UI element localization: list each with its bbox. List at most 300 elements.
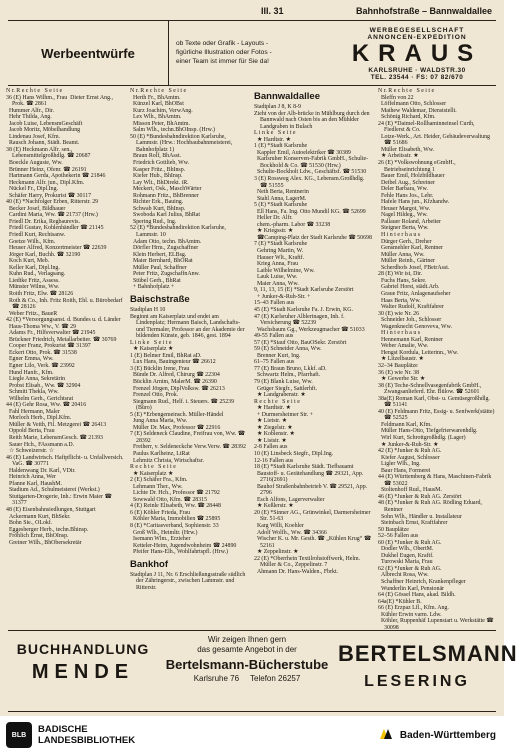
entry-line: Wilhelm Gerh., Gerichtsrat [6,395,74,402]
entry-line: 4 (E) Reinle Elisabeth, Ww. ☎ 28448 [130,503,221,510]
entry-line: Feldmann Karl, Kfm. [378,421,432,428]
entry-line: Münster Wilms, Ww. [6,284,60,291]
entry-line: Nagel Hildeg., Ww. [378,212,428,219]
ad-phone: TEL. 23544 · FS: 07 82/670 [370,74,464,81]
entry-line: Nückel Fr., Dipl.Ing. [6,186,59,193]
entry-line: N r. R e c h t e S e i t e [378,88,435,94]
entry-line: Kurz Joachim, VerwAng. [130,107,193,114]
entry-line: L i n k e S e i t e [254,130,296,137]
state-label [379,728,496,741]
entry-line: Deibel Aug., Schreiner [378,179,435,186]
entry-line: Ligler Wlh., Ing. [378,461,421,468]
entry-line: Lay Wlt., BhDirekt. iR. [130,179,189,186]
entry-line: Weber Amalie, Ww. [378,343,429,350]
entry-line: Ackermann Kurt, BhSekr. [6,513,71,520]
entry-line: Friedl Gustav, Kohlenhändler ☎ 21145 [6,225,104,232]
entry-line: 1 (E) *Stadt Karlsruhe [254,143,308,150]
ad-kraus-block [338,27,496,81]
entry-line: Stuttgarten-Drogerie, Inh.: Erwin Maier ☎ 31377 [6,493,114,507]
entry-line: Müller Dr. Max, Professor ☎ 22916 [130,424,221,431]
entry-line: 28 (E) Wir ist, Dir. [378,271,423,278]
entry-line: 64 (E) Gössel Hans, akad. Bildh. [378,592,456,599]
directory-columns [6,88,498,631]
entry-line: ★ Zeppelinstr. ★ [254,549,299,556]
entry-line: Lehmann Ther., Ww. [130,483,183,490]
entry-line: Dürger Gerh., Dreher [378,238,432,245]
ad-mid-phone: Telefon 26257 [250,674,301,683]
ad-line1: WERBEGESELLSCHAFT [369,27,465,34]
bottom-advertisement [8,630,518,712]
entry-line: Mathew Waldemar, Dienststellt. [378,107,457,114]
entry-line: Bünde Dr. Alfred, Chirurg ☎ 22304 [130,372,220,379]
entry-line: Freiherr, v. Seldeneckche Verw.Verw. ☎ 28392 [130,444,246,451]
entry-line: Wirl Kurt, Schrottgroßhdlg. (Lager) [378,434,466,441]
street-heading: Bannwaldallee [254,91,320,102]
entry-line: Kiefer Hub., BhInsp. [130,173,183,180]
entry-line: Eggesberger Herb., techn.Bhinsp. [6,526,89,533]
entry-line: 46 (E) *Junker & Ruh AG. Zerstört [378,493,462,500]
entry-line: Friedl Kurt, Rechtsanw. [6,232,66,239]
entry-line: Jacob Luise, LebensmGeschäft [6,120,83,127]
entry-line: Cardini Maria, Ww. ☎ 21737 (Hrw.) [6,212,98,219]
ad-lesering [338,641,518,691]
street-heading: Bankhof [130,558,168,570]
entry-line: Meckert, Osk., MaschWärter [130,186,202,193]
entry-line: Schwab Kurt, BhInsp. [130,205,186,212]
ad-mid-line2: das gesamte Angebot in der [197,645,297,654]
entry-line: ★ Arbeitsstr. ★ [378,153,419,160]
entry-line: Hauser Wlt., Kraftf. [254,254,305,261]
entry-line: Hartmann Gerda, Apothekerin ☎ 21846 [6,173,106,180]
entry-line: Klein Herbert, ELBsg. [130,251,187,258]
entry-line: 24 (E) *Daimel-Rollhaminneinsel Curth, Fiedlerst & Co. [378,120,477,134]
entry-line: Cooper Franz, Prokurist ☎ 31397 [6,343,91,350]
entry-line: Oppold Berta, Frau [6,428,55,435]
entry-line: Eckert Otto, Prok. ☎ 31538 [6,349,77,356]
entry-line: Deler Barbara, Ww. [378,186,428,193]
entry-line: ★ Landgrabenstr. ★ [254,392,306,399]
entry-line: Pfeifer Hans-Elh., Wohlfahrtspfl. (Hrw.) [130,549,229,556]
entry-line: Graue Fritz, Anlagenaufseher [378,290,451,297]
entry-line: Grüger Siegfr., Sattlerhft. [254,385,317,392]
ad-mid-contact [162,674,332,683]
entry-line: Hengst Kordula, Leiterinn., Ww. [378,349,459,356]
entry-line: Spering Rud., Ing. [130,218,177,225]
entry-line: Brückner Friedrich, Metallarbeiter. ☎ 30769 [6,336,117,343]
entry-line: Misson Peter, BhAmtm. [130,120,190,127]
entry-line: Lex Wlh., BhAmtm. [130,114,182,121]
entry-line: Sohn Wlh., Händler u. Installateur [378,513,462,520]
entry-line: 38 (E) Heckmann Alfr. sen., Lebensmittelgroßhdlg. ☎ 20687 [6,146,91,160]
page-number: III. 31 [261,6,284,16]
entry-line: 52 (E) *Bundesbahndirektion Karlsruhe, Lammstr. 10 [130,225,228,239]
entry-line: + Durmersheimer Str. + [254,411,314,418]
entry-line: Lehmitz Christa, Wirtschaftsr. [130,457,204,464]
entry-line: Ahmann Dr. Hans-Walden., Fbrkt. [254,568,339,575]
entry-line: Adams Fr., Hilfsverwalter ☎ 21945 [6,330,96,337]
entry-line: Laible Wilhelmine, Ww. [254,267,315,274]
entry-line: 5 (E) *Stadt Karlsruhe [254,202,308,209]
entry-line: Stoltenhoff Rud., HausM. [378,487,442,494]
entry-line: Heller Dr. Alfr. [254,215,293,222]
ad-buecherstube [162,635,332,683]
page-header [8,6,496,18]
entry-line: Heuser Margot, Ww. [378,205,431,212]
entry-line: Köhler, Ruppenhäf Lupenstart u. Werkstätte ☎ 30098 [378,618,496,631]
entry-line: Maier Bernhard, BhORat [130,258,193,265]
entry-line: Dodler Wlh., ObertM. [378,546,434,553]
ad-right-line1: BERTELSMANN [338,641,518,666]
ad-right-line2: LESERING [364,673,470,690]
top-advertisement [8,20,496,86]
column-3 [254,88,372,628]
entry-line: Bleffn von 22 [378,94,414,101]
entry-line: 59 (E) Schneider Anna, Ww. [254,346,322,353]
entry-line: ★ Kaiserplatz ★ [130,346,174,353]
entry-line: Esch Alfons, Lagerverwalter [254,496,325,503]
entry-line: ☎Camping-Platz der Stadt Karlsruhe ☎ 50698 [254,234,372,241]
entry-line: Wachsbaum Gg., Werkzeugmacher ☎ 51033 [254,326,365,333]
entry-line: Steigner Berta, Ww. [378,225,429,232]
entry-line: 15–43 Fallen aus [254,300,295,307]
entry-line: Swoboda Karl Julius, BhRat [130,212,201,219]
ad-middle-text [176,39,326,66]
entry-line: Becker Josef, Bildhauer [6,205,66,212]
entry-line: Heinrich Anna, Wer [6,474,56,481]
entry-line: Lotze-Werk., Art. Heider, Gebäudeverwaltung ☎ 51686 [378,133,492,147]
state-name: Baden-Württemberg [399,730,496,741]
entry-line: Adolf Wolfh., Ww. ☎ 34366 [254,529,327,536]
entry-line: Liegle Anna, Sekretärin [6,376,66,383]
entry-line: Friedl Dr. Erika, Regbaurevis. [6,218,80,225]
ad-address: KARLSRUHE · WALDSTR.30 [368,67,466,74]
entry-line: ★ Junker-&-Ruh-Str. ★ [378,441,439,448]
entry-line: 6 (E) Köhler Frieda, Frau [130,509,191,516]
entry-line: ★ Lietstr. ★ [254,418,287,425]
entry-line: 44 (E) Gehr Rosa, Ww. ☎ 20416 [6,402,87,409]
entry-line: Schaffner Heinrich, Krankenpfleger [378,579,466,586]
entry-line: Hafele Hans jun., Kfzhandw. [378,199,450,206]
entry-line: Haas Berta, Ww. [378,297,421,304]
entry-line: Dörfler Hrm., Zugschaffner [130,245,199,252]
entry-line: 42 (E) *Versorgungsanst. d. Bundes u. d. Länder [6,317,121,324]
entry-line: Fuchs Hans, Sekre. [378,277,427,284]
entry-line: 57 (E) *Stauf Otto, BauOSekr. Zerstört [254,339,347,346]
entry-line: 40 (E) *Nachfolger Erben, Ritterstr. 29 [6,199,99,206]
state-logo-icon [379,728,393,740]
entry-line: Pallauer Roland, Arbeiter [378,218,441,225]
entry-line: Sauer Hch., FAssmann a.D. [6,441,75,448]
entry-line: Braun Rolf, BhAsst. [130,153,182,160]
entry-line: 64a(E) *Kühler B. [378,598,422,605]
entry-line: 38 (E) Teche-Schnellvasegenfabrik GmbH., Zwangsanlieferd. Ehr. Bülow. ☎ 52601 [378,382,483,396]
entry-line: chem.-pharm. Labor ☎ 33238 [254,221,331,228]
entry-line: Brünner Heinz, Ofenr. ☎ 26191 [6,166,87,173]
entry-line: 7 (E) Seldeneck Claudine, Freifrau von, Ww. ☎ 28392 [130,431,247,444]
entry-line: Friedrich Gottlieb, Ww. [130,160,190,167]
entry-line: Kuhn Rud., Verlagsang. [6,271,66,278]
entry-line: ★ Keßlerstr. ★ [254,503,294,510]
entry-line: Probst Elisab., Ww. ☎ 32904 [6,382,81,389]
entry-line: Baur Hans, Formerei [378,467,431,474]
entry-line: 61–75 Fallen aus [254,359,295,366]
entry-line: 5 (E) *Erbengemeinsch. Müller-Händel [130,411,224,418]
ad-left-heading: Werbeentwürfe [41,45,135,61]
ad-middle-line: einer Team ist immer für Sie da! [176,58,269,65]
entry-line: Kiefer August, Schlosser [378,454,440,461]
entry-line: 45 (E) *Stadt Karlsruhe Fa. J. Erwin, KG. [254,306,353,313]
entry-line: R e c h t e S e i t e [130,464,176,471]
entry-line: Krieg Anna, Frau [254,261,299,268]
entry-line: + Junker-&-Ruh-Str. + [254,293,311,300]
entry-line: Lux Hans, Bauingenieur ☎ 26612 [130,359,216,366]
entry-line: Fahl Hermann, Maler [6,408,60,415]
entry-line: Bauer Emil, Holzbildhauer [378,173,445,180]
entry-line: 42 (E) *Junker & Ruh AG. [378,448,442,455]
entry-line: Müller & Veith, Fil. Metzgerei ☎ 26413 [6,421,107,428]
entry-line: Egner Emma, Ww. [6,356,54,363]
entry-line: Goetze Wilh., Kfm. [6,238,56,245]
library-name-line2: LANDESBIBLIOTHEK [38,735,136,746]
entry-line: Reith Marie, LebensmGesch. ☎ 21393 [6,434,103,441]
entry-line: ★ Gewerbe Str. ★ [378,376,426,383]
entry-line: Löffelmann Otto, Schlosser [378,101,447,108]
entry-line: ★ Koblenstr. ★ [254,431,295,438]
entry-line: Beginnt am Kaiserplatz und endet am Lindenplatz; Hermann Baisch, Landschafts- und Tiermaler, Professor an der Akademie der bildenden Künste, geb. 1846, gest. 1894 [130,313,247,340]
entry-line: Fehle Hans Jos., Lehr. [378,192,434,199]
entry-line: Müller Reinh., Gärtner [378,258,435,265]
entry-line: Gabriel Horst, städt.Arb. [378,284,440,291]
entry-line: Dukhel Eugen, Kraftf. [378,552,434,559]
entry-line: 10 (E) Linsbeck Siegfr., Dipl.Ing. [254,450,334,457]
entry-line: Gehring Martin, W. [254,248,304,255]
entry-line: Jörger Karl, Buchh. ☎ 32190 [6,251,81,258]
entry-line: Greiner Wilh., BhObersekretär [6,539,82,546]
entry-line: Hennemann Karl, Rentner [378,336,443,343]
entry-line: Roth & Co., Inh. Fritz Roith, Ehl. u. Bürobedarf ☎ 28126 [6,297,124,311]
entry-line: Haldenwang Dr. Karl, VDir. [6,467,76,474]
entry-line: 36 (E) wie Nr. 38 [378,369,420,376]
entry-line: Heckmann Alfr. jun., Dipl.Kfm. [6,179,85,186]
ad-mid-address: Karlsruhe 76 [193,674,240,683]
entry-line: R e c h t e S e i t e [254,398,300,405]
entry-line: Walter Rudolf, Kraftfahrer [378,304,444,311]
entry-line: Zieht von der Alb-brücke in Mühlburg durch den Bannwald nach Osten bis an den Mühlder Landgraben in Bulach [254,110,372,130]
ad-mende-line2: MENDE [31,661,135,683]
entry-line: Siegmann Rud., Helf. i. Steuers. ☎ 25239 (Büro) [130,398,236,412]
entry-line: ★ Litzelbaustr. ★ [378,356,424,363]
entry-line: Schönig Richard, Kfm. [378,114,436,121]
entry-line: Rausch Johann, Städt. Beamt. [6,140,80,147]
entry-line: 38a(E) Roman Karl, Obst- u. Gemüsegroßhdlg. ☎ 51141 [378,395,492,409]
entry-line: Scherdhofs Josef, FBetrAsst. [378,264,450,271]
entry-line: Neth Berta, Rentnerin [254,189,309,196]
entry-line: Boeckle Auguste, Ww. [6,160,63,167]
entry-line: Fröhlich Ernst, BhOInsp. [6,533,69,540]
ad-mid-brand: Bertelsmann-Bücherstube [165,657,329,672]
library-name-line1: BADISCHE [38,724,88,735]
entry-line: 7 (E) *Stadt Karlsruhe [254,241,308,248]
entry-line: Keller Karl, Dipl.Ing. [6,264,60,271]
entry-line: Roith Fritz, Elw. ☎ 28126 [6,290,74,297]
entry-line: ★ Ziegelstr. ★ [254,424,293,431]
entry-line: Lichte Dr. Hch., Professor ☎ 21792 [130,490,220,497]
entry-line: Kappler Emil, Autoelektriker ☎ 30389 [254,149,351,156]
entry-line: 60 (E) *Junker & Ruh AG. [378,539,442,546]
entry-line: 32–34 Bauplätze [378,362,418,369]
entry-line: Müller Anna, Ww. [378,251,425,258]
entry-line: H i n t e r h a u s [378,330,421,337]
blb-logo-icon: BLB [6,722,32,748]
entry-line: Egner Lilo, Verk. ☎ 23992 [6,362,75,369]
entry-line: Schulte-Bockholt Ldw., Geschäftsf. ☎ 51530 [254,169,367,176]
entry-line: Heuser Alfred, Konzertmeister ☎ 22639 [6,245,107,252]
entry-line: Richter Erk., Bauing. [130,199,184,206]
entry-line: Lindenau Josef, Kfm. [6,133,60,140]
entry-line: Peter Fritz, ZugschaffnAnw. [130,271,200,278]
entry-line: + Bahnhofplatz + [130,284,175,291]
entry-line: 3 (E) Rossweg Alex. KG., Lebensm.Großhdlg. ☎ 51555 [254,176,366,189]
entry-line: 3 (E) Bücklin Irene, Frau [130,365,190,372]
entry-line: Bauhof Straßenbahnbetrieb V. ☎ 29521, App. 2796 [254,483,369,497]
ad-left-box [8,21,169,85]
column-2 [130,88,248,628]
entry-line: 50 (E) *Bundesbahndirektion Karlsruhe, Lammstr. (Hrw.: Hochbaubahnmeisterei, Bahnhofplatz 1) [130,133,234,153]
street-heading: Baischstraße [130,293,190,305]
entry-line: ★ Kaiserplatz ★ [130,470,174,477]
entry-line: Karg Willi, Koehler [254,523,304,529]
entry-line: Schäfer Harry, Prokurist ☎ 30117 [6,192,92,199]
ad-brand: KRAUS [351,40,483,67]
entry-line: 48 (E) *Junker & Ruh AG. Rödling Eduard, Rentner [378,500,484,513]
entry-line: Maier Anna, Ww. [254,280,299,287]
entry-line: Paulus Karlheinz, LtRat [130,450,190,457]
ad-middle-line: figürliche Illustration oder Fotos - [176,49,272,56]
entry-line: Müller Hans-Otto, Tiefgefrierwarenhdlg. [378,428,478,435]
entry-line: 62 (E) *Junker & Ruh AG. [378,565,442,572]
entry-line: Morloch Herb., Dipl.Kfm. [6,415,72,422]
entry-line: 79 (E) Blank Luise, Ww. [254,378,313,385]
entry-line: ★ Hardtstr. ★ [254,136,291,143]
entry-line: 47 (E) Karlsruher Alblerinagen, Inh. f. Versicherung ☎ 52239 [254,313,346,327]
entry-line: Bücklin Arnim, MalerM. ☎ 26390 [130,378,217,385]
entry-line: Wagenknecht Genoveva, Ww. [378,323,452,330]
page-title: Bahnhofstraße – Bannwaldallee [355,6,492,16]
entry-line: 77 (E) Braun Bruno, Lkkf. aD. [254,365,327,372]
entry-line: 49-55 Fallen aus [254,333,294,340]
entry-line: Stadtplan J 11, Nr. 6 Erschließungsstraße südlich der Zähringerstr., zwischen Lammstr. und Ritterstr. [130,571,247,591]
entry-line: ★ Hardtstr. ★ [254,405,291,412]
entry-line: Hummer Alfr., Dir. [6,107,54,114]
entry-line: 40 (E) Feldmann Fritz, Essig- u. Senfwerk(stätte) ☎ 52525 [378,408,496,422]
ad-mende-line1: BUCHHANDLUNG [16,641,150,657]
entry-line: Steinbach Ernst, Kraftfahrer [378,520,448,527]
entry-line: Isemann Wlm., Erzieher [130,536,191,543]
entry-line: Lauk Luise, Ww. [254,274,298,281]
entry-line: 46 (E) Landwirtsch. Haftpflicht- u. Unfallversich. VaG. ☎ 30771 [6,454,125,468]
entry-line: ☆ Schweizerstr. ☆ [6,448,55,455]
entry-line: N r. R e c h t e S e i t e [6,88,63,94]
entry-line: Stadtplan H 10 [130,306,166,313]
entry-line: 12-16 Fallen aus [254,457,294,464]
entry-line: 66 (E) Erzpaz Lfl., Kfm. Ang. [378,605,449,612]
entry-line: 8 (E) *Caritasverband, Sophienstr. 33 [130,523,219,529]
entry-line: 2 (E) Schäfer Fra., Kfm. [130,477,188,484]
entry-line: H i n t e r h a u s [378,232,421,239]
entry-line: Herth Fr., BhAmtm. [130,94,181,101]
ad-middle-line: ob Texte oder Grafik - Layouts - [176,40,269,47]
entry-line: L i n k e S e i t e [130,339,172,346]
entry-line: Gensmehler Karl, Rentner [378,245,443,252]
entry-line: Köhler Maria, Immobilien ☎ 25895 [130,516,221,523]
entry-line: Jacob Moritz, Möbelhandlung [6,127,81,134]
entry-line: Ketteler-Heim, Jugendwohnheim ☎ 24890 [130,542,237,549]
entry-line: 52–56 Fallen aus [378,533,419,540]
footer-bar [0,716,504,755]
entry-line: Pfanne Karl, HaushM. [6,480,62,487]
entry-line: Schmitt Thekla, Ww. [6,389,59,396]
entry-line: Kühler Erwin varm. Ldw. [378,611,442,618]
entry-line: Frenzel Otto, Prok. [130,392,179,399]
entry-line: Stübel Gerh., BhRat [130,277,181,284]
entry-line: 44 (E) Württemberg & Hans, Maschinen-Fabrik ☎ 53022 [378,474,493,487]
entry-line: Ell Hans, Fa. Ing. Otto Mundil KG. ☎ 52699 [254,208,366,215]
entry-line: Baustoff- u. Gerätehandlung ☎ 29321, App. 2716(2691) [254,470,365,484]
entry-line: Haus-Thoma Ww., V. ☎ 29 [6,323,76,330]
entry-line: 26 (E) *Volkswohnung eGmbH., Betriebseinrichtung 1 [378,160,458,173]
entry-line: Wischer K. u. Mr. Gesth. ☎ „Kühlen Krug“ ☎ 52161 [254,536,373,549]
entry-line: Karlsruher Konserven-Fabrik GmbH., Schulte-Bockhold & Co. ☎ 51530 (Hrw.) [254,156,369,169]
entry-line: Müller Paul, Schaffner [130,264,187,271]
entry-line: Schneider Joh., Schlosser [378,317,442,324]
entry-line: 9, 11, 13, 15 (E) *Stadt Karlsruhe Zerstört [254,287,354,294]
entry-line: Adam Otto, techn. BhAmtm. [130,238,202,245]
entry-line: Groß Wlh., Heimltr. (Hrw.) [130,529,198,536]
entry-line: Salm Wlh., techn.BhOInsp. (Hrw.) [130,127,215,134]
entry-line: ★ Liststr. ★ [254,437,287,444]
entry-line: Weber Fritz., BaueR [6,310,58,317]
entry-line: Bohn Sie., OLokf. [6,520,53,527]
entry-line: 18 (E) *Stadt Karlsruhe Städt. Tiefbauamt [254,464,354,471]
library-name [38,724,135,746]
entry-line: Schwartz Helm., Pfarrhaft. [254,372,321,379]
entry-line: Kasper Fritz., BhInsp. [130,166,186,173]
entry-line: 48 (E) Eisenbahnsiedlungen, Stuttgart [6,507,96,513]
entry-line: 22 (E) *Oberrhein Textilrohstoffwerk, Helm. Müller & Co., Zeppelinstr. 7 [254,555,362,569]
entry-line: Stadtplan J 8, K 8-9 [254,104,301,110]
entry-line: ★ Kriegsstr. ★ [254,228,294,235]
entry-line: Liedtke Fritz, Assess. [6,277,60,284]
entry-line: N r. R e c h t e S e i t e [130,88,187,94]
entry-line: Rohmann Fritz., BhBrenner [130,192,199,199]
entry-line: 30 (E) wie Nr. 26 [378,310,420,317]
entry-line: Wunderlin Karl, Pensionär [378,585,445,592]
entry-line: Hund Hanfr., Kfm. [6,369,54,376]
column-1 [6,88,124,628]
entry-line: Künzel Karl, BhOBst [130,101,184,108]
entry-line: 2-8 Fallen aus [254,444,288,451]
entry-line: Stahl Anna, LagerM. [254,195,307,202]
ad-line2: ANNONCEN-EXPEDITION [367,34,467,41]
entry-line: 50 Bauplätze [378,526,409,533]
entry-line: Turowski Maria, Frau [378,559,433,566]
ad-mende [8,641,158,684]
entry-line: Albrecht Rosa, Ww. [378,572,429,579]
entry-line: 20 (E) *Sinner AG., Grünwinkel, Darmersheimer Str. 51-63 [254,509,372,523]
entry-line: 36 (E) Hans Wilhm., Frau Dieter Ernst Ang., Prok. ☎ 2861 [6,94,115,108]
entry-line: Koch Kurt, Meb. [6,258,50,265]
entry-line: 1 (E) Belmer Emil, BhRat aD. [130,352,202,359]
